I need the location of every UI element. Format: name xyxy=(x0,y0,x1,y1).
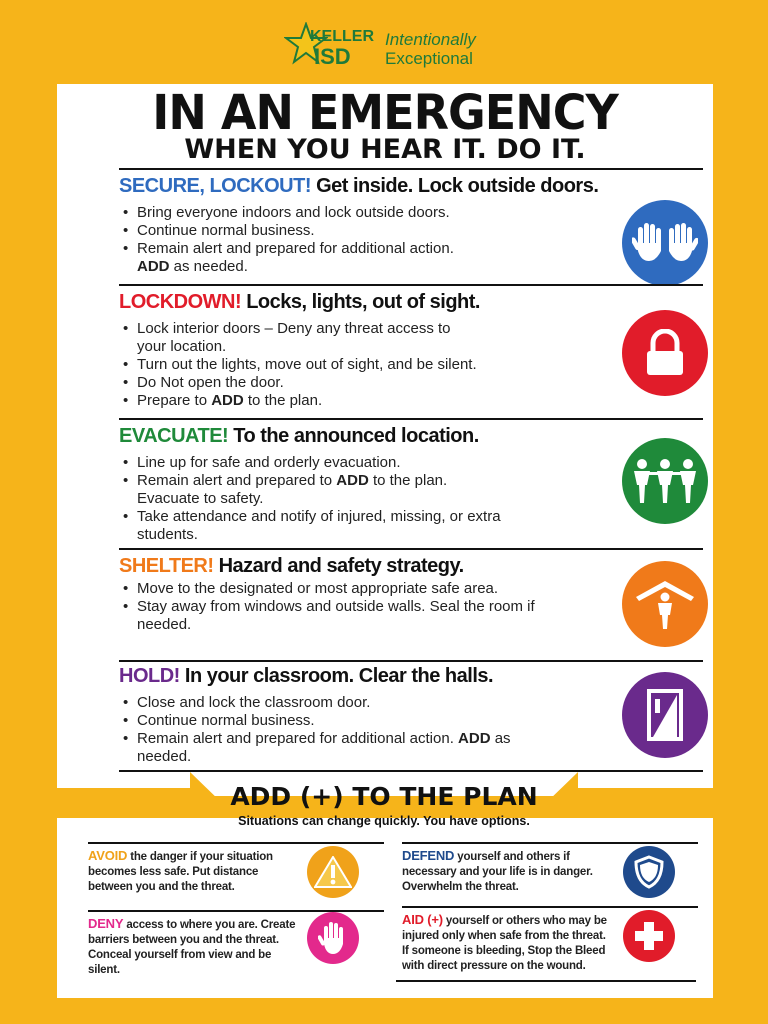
add-plan-subtitle: Situations can change quickly. You have options. xyxy=(238,814,530,828)
page-subtitle: WHEN YOU HEAR IT. DO IT. xyxy=(184,134,586,165)
list-item: • Do Not open the door. xyxy=(137,374,537,392)
divider xyxy=(119,168,703,170)
page-title: IN AN EMERGENCY xyxy=(152,83,618,141)
add-plan-title: ADD (+) TO THE PLAN xyxy=(230,782,538,811)
shield-icon xyxy=(623,846,675,898)
section-lockdown: LOCKDOWN! Locks, lights, out of sight. • Lock interior doors – Deny any threat access to your location. • Turn out the lights, move out of sight, and be silent. • Do Not open the door. • Prepare to ADD to the plan. xyxy=(119,290,703,410)
option-deny: DENY access to where you are. Create barriers between you and the threat. Conceal yourself from view and be silent. xyxy=(88,916,384,978)
list-item: • Stay away from windows and outside walls. Seal the room if needed. xyxy=(137,598,537,634)
padlock-icon xyxy=(622,310,708,396)
divider xyxy=(119,548,703,550)
logo-tagline: Intentionally Exceptional xyxy=(385,30,476,68)
list-item: • Remain alert and prepared for additional action. ADD as needed. xyxy=(137,240,537,276)
keller-isd-logo xyxy=(280,16,500,76)
hands-up-icon xyxy=(622,200,708,286)
divider xyxy=(119,660,703,662)
hand-stop-icon xyxy=(307,912,359,964)
emergency-procedures-panel xyxy=(57,84,713,796)
list-item: • Continue normal business. xyxy=(137,712,537,730)
logo-name-line1: KELLER xyxy=(310,28,374,45)
shelter-icon xyxy=(622,561,708,647)
section-secure-lockout: SECURE, LOCKOUT! Get inside. Lock outside doors. • Bring everyone indoors and lock outside doors. • Continue normal business. • Remain alert and prepared for additional action. ADD as needed. xyxy=(119,174,703,276)
divider xyxy=(396,980,696,982)
list-item: • Turn out the lights, move out of sight, and be silent. xyxy=(137,356,537,374)
section-evacuate: EVACUATE! To the announced location. • Line up for safe and orderly evacuation. • Remain alert and prepared to ADD to the plan. Evacuate to safety. • Take attendance and notify of injured, missing, or extra students. xyxy=(119,424,703,544)
list-item: • Lock interior doors – Deny any threat access to your location. xyxy=(137,320,477,356)
list-item: • Remain alert and prepared for additional action. ADD as needed. xyxy=(137,730,537,766)
door-icon xyxy=(622,672,708,758)
medical-cross-icon xyxy=(623,910,675,962)
section-shelter: SHELTER! Hazard and safety strategy. • Move to the designated or most appropriate safe area. • Stay away from windows and outside walls. Seal the room if needed. xyxy=(119,554,703,634)
list-item: • Bring everyone indoors and lock outside doors. xyxy=(137,204,537,222)
list-item: • Move to the designated or most appropriate safe area. xyxy=(137,580,507,598)
people-icon xyxy=(622,438,708,524)
option-avoid: AVOID the danger if your situation becomes less safe. Put distance between you and the threat. xyxy=(88,848,384,895)
list-item: • Take attendance and notify of injured, missing, or extra students. xyxy=(137,508,517,544)
section-hold: HOLD! In your classroom. Clear the halls. • Close and lock the classroom door. • Continue normal business. • Remain alert and prepared for additional action. ADD as needed. xyxy=(119,664,703,766)
list-item: • Continue normal business. xyxy=(137,222,537,240)
warning-icon xyxy=(307,846,359,898)
list-item: • Close and lock the classroom door. xyxy=(137,694,537,712)
option-defend: DEFEND yourself and others if necessary and your life is in danger. Overwhelm the threat. xyxy=(402,848,698,895)
list-item: • Prepare to ADD to the plan. xyxy=(137,392,537,410)
list-item: • Line up for safe and orderly evacuation. xyxy=(137,454,537,472)
divider xyxy=(119,418,703,420)
option-aid: AID (+) yourself or others who may be injured only when safe from the threat. If someone is bleeding, Stop the Bleed with direct pressure on the wound. xyxy=(402,912,698,974)
divider xyxy=(119,284,703,286)
logo-name-line2: ISD xyxy=(314,44,351,69)
list-item: • Remain alert and prepared to ADD to the plan. Evacuate to safety. xyxy=(137,472,507,508)
